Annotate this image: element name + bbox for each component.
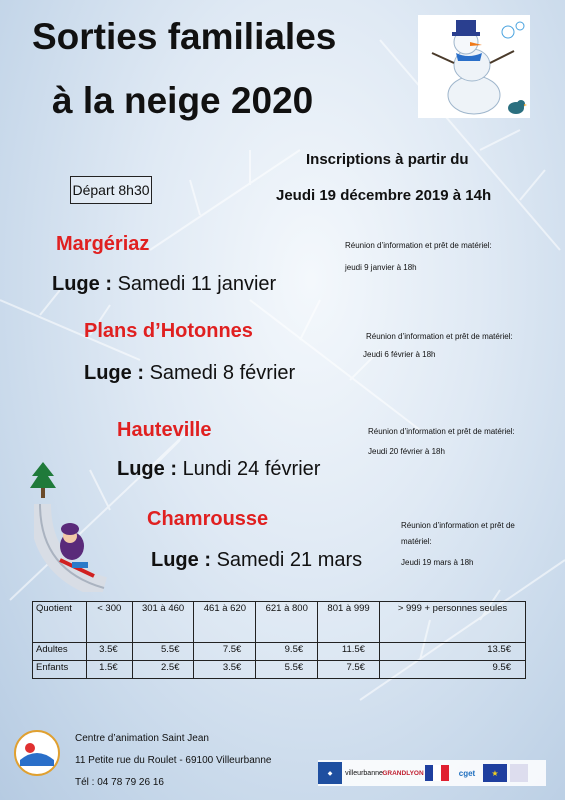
note-4-line-3: Jeudi 19 mars à 18h <box>401 558 474 567</box>
note-4-line-1: Réunion d’information et prêt de <box>401 521 515 530</box>
place-chamrousse: Chamrousse <box>147 508 269 530</box>
table-header-cell: Quotient <box>33 602 87 643</box>
table-row <box>33 661 526 679</box>
place-hotonnes: Plans d’Hotonnes <box>84 320 253 342</box>
footer-line-2: 11 Petite rue du Roulet - 69100 Villeurbanne <box>75 755 272 766</box>
luge-chamrousse <box>151 549 362 572</box>
cget-logo: cget <box>458 768 476 778</box>
table-cell: 3.5€ <box>194 661 256 679</box>
table-cell: 7.5€ <box>318 661 380 679</box>
date-label: Samedi 21 mars <box>216 549 363 571</box>
eu-flag-icon: ★ <box>483 764 507 782</box>
note-3-line-2: Jeudi 20 février à 18h <box>368 447 445 456</box>
sled-child-icon <box>34 500 124 592</box>
activity-label: Luge : <box>117 458 177 480</box>
place-margeriaz: Margériaz <box>56 233 150 255</box>
note-4-line-2: matériel: <box>401 537 432 546</box>
table-row <box>33 643 526 661</box>
note-2-line-1: Réunion d’information et prêt de matériel: <box>366 332 513 341</box>
bird-icon <box>505 98 527 116</box>
footer-line-3: Tél : 04 78 79 26 16 <box>75 777 164 788</box>
table-header-cell: 801 à 999 <box>318 602 380 643</box>
date-label: Samedi 8 février <box>149 362 296 384</box>
table-header-cell: 621 à 800 <box>256 602 318 643</box>
footer-line-1: Centre d’animation Saint Jean <box>75 733 209 744</box>
republique-logo-icon <box>423 763 451 783</box>
table-header-cell: 301 à 460 <box>132 602 194 643</box>
luge-margeriaz <box>52 273 276 296</box>
table-cell: 13.5€ <box>379 643 525 661</box>
grandlyon-logo: GRANDLYON <box>382 769 424 777</box>
activity-label: Luge : <box>151 549 211 571</box>
table-cell: 9.5€ <box>256 643 318 661</box>
table-cell: 11.5€ <box>318 643 380 661</box>
title-line-2: à la neige 2020 <box>52 80 314 121</box>
caf-logo-icon: ◆ <box>318 762 342 784</box>
inscriptions-line-1: Inscriptions à partir du <box>306 151 469 168</box>
table-header-cell: 461 à 620 <box>194 602 256 643</box>
date-label: Lundi 24 février <box>182 458 321 480</box>
luge-hauteville <box>117 458 320 481</box>
inscriptions-line-2: Jeudi 19 décembre 2019 à 14h <box>276 187 492 204</box>
place-hauteville: Hauteville <box>117 419 212 441</box>
table-cell: Enfants <box>33 661 87 679</box>
table-cell: 3.5€ <box>86 643 132 661</box>
table-cell: 5.5€ <box>256 661 318 679</box>
table-cell: 2.5€ <box>132 661 194 679</box>
table-cell: 7.5€ <box>194 643 256 661</box>
luge-hotonnes <box>84 362 295 385</box>
note-3-line-1: Réunion d’information et prêt de matériel: <box>368 427 515 436</box>
table-cell: Adultes <box>33 643 87 661</box>
note-2-line-2: Jeudi 6 février à 18h <box>363 350 436 359</box>
table-cell: 5.5€ <box>132 643 194 661</box>
note-1-line-1: Réunion d’information et prêt de matériel: <box>345 241 492 250</box>
partner-logos <box>318 760 546 786</box>
activity-label: Luge : <box>52 273 112 295</box>
note-1-line-2: jeudi 9 janvier à 18h <box>345 263 417 272</box>
table-header-row <box>33 602 526 643</box>
tree-icon <box>30 462 56 502</box>
depart-box: Départ 8h30 <box>70 176 152 204</box>
centre-logo-icon <box>12 728 62 778</box>
date-label: Samedi 11 janvier <box>117 273 277 295</box>
table-header-cell: > 999 + personnes seules <box>379 602 525 643</box>
table-header-cell: < 300 <box>86 602 132 643</box>
title-line-1: Sorties familiales <box>32 16 337 57</box>
partner-logo-icon <box>510 764 528 782</box>
table-cell: 1.5€ <box>86 661 132 679</box>
villeurbanne-logo: villeurbanne <box>345 769 383 777</box>
activity-label: Luge : <box>84 362 144 384</box>
price-table <box>32 601 526 679</box>
table-cell: 9.5€ <box>379 661 525 679</box>
